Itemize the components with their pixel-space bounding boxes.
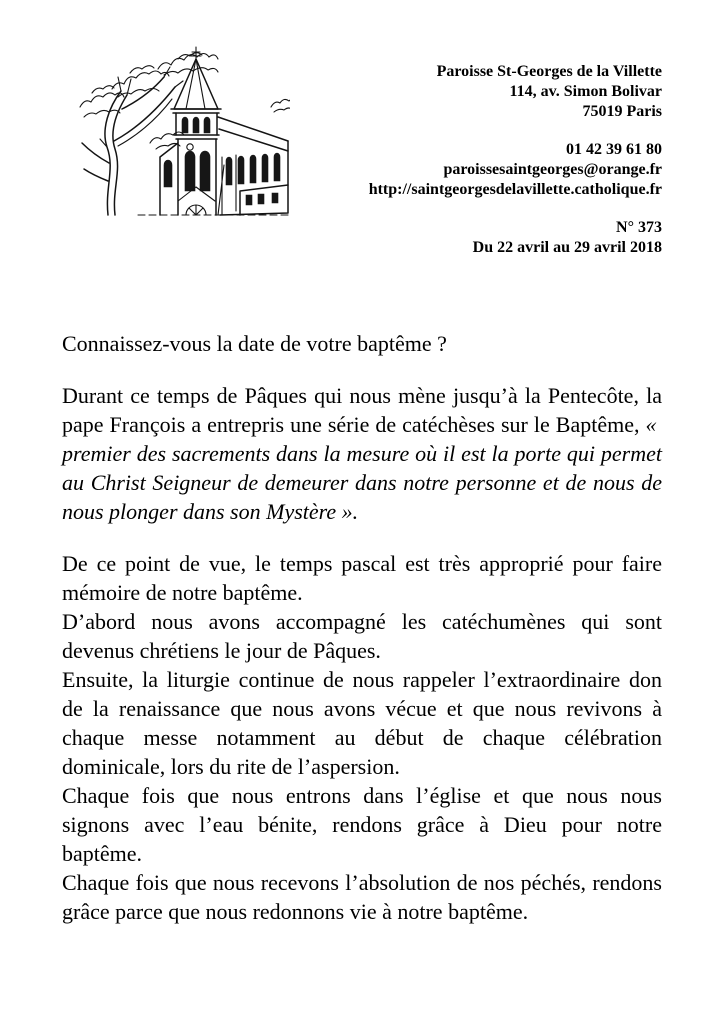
body-paragraph-1: De ce point de vue, le temps pascal est très approprié pour faire mémoire de notre baptême. xyxy=(62,551,662,605)
body-paragraph-3: Ensuite, la liturgie continue de nous rappeler l’extraordinaire don de la renaissance que nous avons vécue et que nous revivons à chaque messe notamment au début de chaque célébration dominicale, lors du rite de l’aspersion. xyxy=(62,667,662,779)
org-website: http://saintgeorgesdelavillette.catholique.fr xyxy=(368,181,662,198)
body-paragraph-4: Chaque fois que nous entrons dans l’église et que nous nous signons avec l’eau bénite, rendons grâce à Dieu pour notre baptême. xyxy=(62,783,662,866)
issue-number: N° 373 xyxy=(616,219,662,236)
church-line-drawing-icon xyxy=(78,45,290,217)
quote-paragraph-citation: « premier des sacrements dans la mesure où il est la porte qui permet au Christ Seigneur de demeurer dans notre personne et de nous de nous plonger dans son Mystère ». xyxy=(62,412,662,524)
org-contact-block xyxy=(369,140,662,200)
org-phone: 01 42 39 61 80 xyxy=(566,141,662,158)
body-paragraph-5: Chaque fois que nous recevons l’absolution de nos péchés, rendons grâce parce que nous redonnons vie à notre baptême. xyxy=(62,870,662,924)
org-address-block xyxy=(369,62,662,122)
body-paragraph-2: D’abord nous avons accompagné les catéchumènes qui sont devenus chrétiens le jour de Pâques. xyxy=(62,609,662,663)
newsletter-masthead xyxy=(369,62,662,258)
org-city: 75019 Paris xyxy=(582,103,662,120)
quote-paragraph-lead: Durant ce temps de Pâques qui nous mène jusqu’à la Pentecôte, la pape François a entrepris une série de catéchèses sur le Baptême, xyxy=(62,383,662,437)
newsletter-body xyxy=(62,329,662,926)
quote-paragraph xyxy=(62,381,662,526)
org-email: paroissesaintgeorges@orange.fr xyxy=(443,161,662,178)
org-name: Paroisse St-Georges de la Villette xyxy=(436,63,662,80)
issue-block xyxy=(369,218,662,258)
body-title: Connaissez-vous la date de votre baptême ? xyxy=(62,331,447,356)
issue-period: Du 22 avril au 29 avril 2018 xyxy=(472,239,662,256)
church-illustration xyxy=(78,45,290,217)
org-street: 114, av. Simon Bolivar xyxy=(509,83,662,100)
